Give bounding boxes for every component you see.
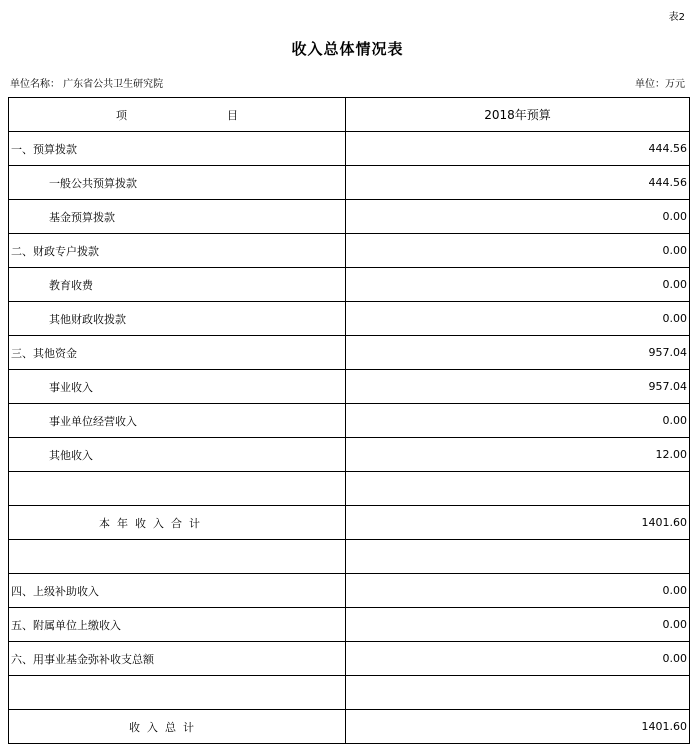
subtotal-label: 本 年 收 入 合 计 xyxy=(9,506,346,540)
row-value: 0.00 xyxy=(346,608,690,642)
row-label: 五、附属单位上缴收入 xyxy=(9,608,346,642)
table-number: 表2 xyxy=(668,12,685,23)
row-value: 444.56 xyxy=(346,132,690,166)
income-table xyxy=(8,97,690,744)
row-value: 0.00 xyxy=(346,404,690,438)
row-label: 二、财政专户拨款 xyxy=(9,234,346,268)
table-row xyxy=(9,200,690,234)
header-item-b: 目 xyxy=(227,108,238,122)
grand-total-label: 收 入 总 计 xyxy=(9,710,346,744)
table-row-empty xyxy=(9,540,690,574)
row-value: 0.00 xyxy=(346,268,690,302)
table-row-empty xyxy=(9,472,690,506)
row-label: 一、预算拨款 xyxy=(9,132,346,166)
table-row xyxy=(9,642,690,676)
row-value: 0.00 xyxy=(346,234,690,268)
table-row xyxy=(9,166,690,200)
table-row xyxy=(9,336,690,370)
currency-unit-label: 单位：万元 xyxy=(635,79,685,90)
subtotal-value: 1401.60 xyxy=(346,506,690,540)
row-value: 444.56 xyxy=(346,166,690,200)
row-label xyxy=(9,472,346,506)
table-row xyxy=(9,608,690,642)
table-row-grand-total xyxy=(9,710,690,744)
unit-name-label: 单位名称： 广东省公共卫生研究院 xyxy=(10,79,164,90)
table-row xyxy=(9,370,690,404)
row-label xyxy=(9,540,346,574)
table-row xyxy=(9,268,690,302)
row-label: 其他财政收拨款 xyxy=(9,302,346,336)
row-value: 0.00 xyxy=(346,574,690,608)
row-label xyxy=(9,676,346,710)
table-row xyxy=(9,404,690,438)
row-value: 957.04 xyxy=(346,336,690,370)
row-label: 其他收入 xyxy=(9,438,346,472)
row-value: 12.00 xyxy=(346,438,690,472)
table-header-row xyxy=(9,98,690,132)
table-row-empty xyxy=(9,676,690,710)
row-label: 四、上级补助收入 xyxy=(9,574,346,608)
grand-total-value: 1401.60 xyxy=(346,710,690,744)
row-label: 六、用事业基金弥补收支总额 xyxy=(9,642,346,676)
row-value xyxy=(346,540,690,574)
header-year-cell: 2018年预算 xyxy=(346,98,690,132)
row-value xyxy=(346,472,690,506)
row-value: 957.04 xyxy=(346,370,690,404)
row-value: 0.00 xyxy=(346,200,690,234)
row-value: 0.00 xyxy=(346,302,690,336)
table-row xyxy=(9,302,690,336)
table-row xyxy=(9,574,690,608)
row-label: 教育收费 xyxy=(9,268,346,302)
row-label: 事业收入 xyxy=(9,370,346,404)
row-label: 一般公共预算拨款 xyxy=(9,166,346,200)
row-label: 事业单位经营收入 xyxy=(9,404,346,438)
page-title: 收入总体情况表 xyxy=(291,40,404,58)
header-item-cell xyxy=(9,98,346,132)
table-row-subtotal xyxy=(9,506,690,540)
table-row xyxy=(9,438,690,472)
table-row xyxy=(9,234,690,268)
row-label: 基金预算拨款 xyxy=(9,200,346,234)
table-row xyxy=(9,132,690,166)
row-value: 0.00 xyxy=(346,642,690,676)
header-item-a: 项 xyxy=(116,108,127,122)
row-value xyxy=(346,676,690,710)
row-label: 三、其他资金 xyxy=(9,336,346,370)
